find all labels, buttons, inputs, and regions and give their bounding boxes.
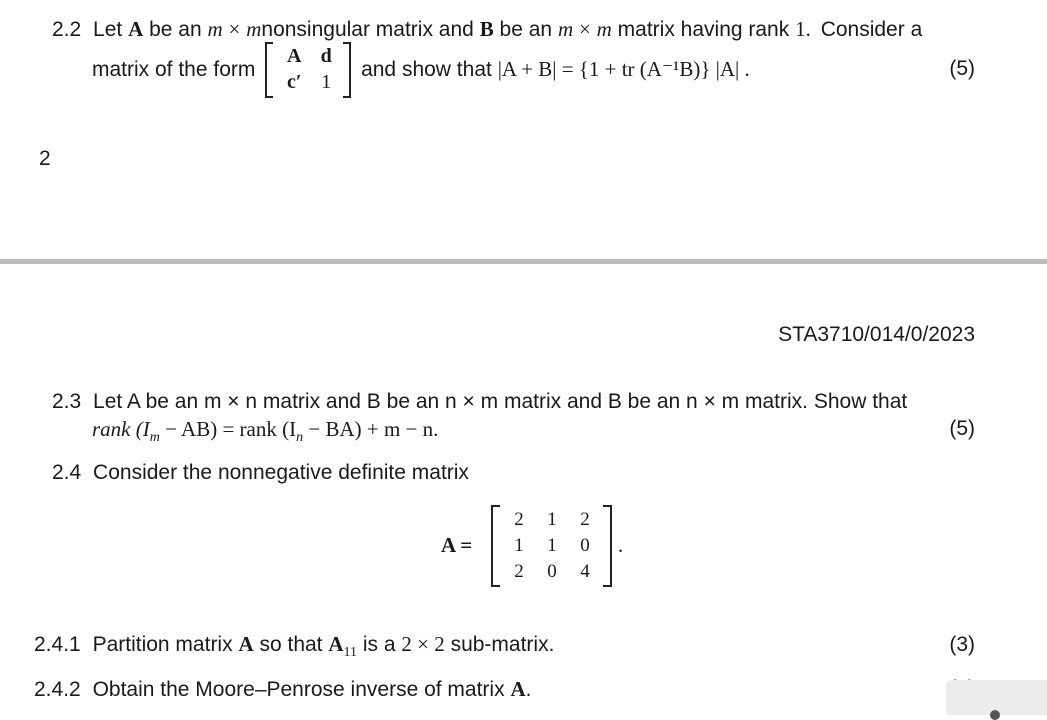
matrix-cell: 2 xyxy=(580,509,590,530)
q22-text: Let xyxy=(93,18,123,41)
symbol-A: A xyxy=(238,632,254,656)
symbol-A11: A xyxy=(328,632,344,656)
q242-text: . xyxy=(525,678,532,701)
q23-marks: (5) xyxy=(949,417,975,440)
matrix-cell: 1 xyxy=(547,509,557,530)
symbol-A: A xyxy=(510,677,526,701)
symbol-A: A xyxy=(128,17,144,41)
q241-marks: (3) xyxy=(949,633,975,656)
q242-line xyxy=(34,677,531,702)
q22-text: be an xyxy=(499,18,553,41)
formula-part: rank (I xyxy=(92,417,150,441)
matrix-A xyxy=(491,505,612,587)
q22-line1 xyxy=(52,17,922,42)
q241-text: sub-matrix. xyxy=(450,633,555,656)
matrix-cell: 0 xyxy=(580,535,590,556)
q22-text: Consider a xyxy=(820,18,923,41)
page-number: 2 xyxy=(39,147,51,170)
q24-number: 2.4 xyxy=(52,461,82,484)
q241-text: so that xyxy=(259,633,323,656)
subscript: n xyxy=(296,430,304,446)
q242-number: 2.4.2 xyxy=(34,678,81,701)
q23-text: Let A be an m × n matrix and B be an n × m matrix and B be an n × m matrix. Show that xyxy=(93,390,908,413)
symbol-B: B xyxy=(479,17,494,41)
q22-text: nonsingular matrix and xyxy=(261,18,474,41)
symbol-m: m xyxy=(207,17,223,41)
q22-text: and show that xyxy=(361,58,492,81)
symbol-m: m xyxy=(596,17,612,41)
matrix-cell: 1 xyxy=(514,535,524,556)
block-matrix xyxy=(265,42,351,98)
scroll-widget[interactable] xyxy=(946,680,1047,715)
symbol-m: m xyxy=(557,17,574,41)
matrix-label-text: A = xyxy=(441,533,473,557)
matrix-cell: d xyxy=(320,45,332,68)
q241-text: is a xyxy=(362,633,396,656)
q24-text: Consider the nonnegative definite matrix xyxy=(93,461,469,484)
q22-text: matrix of the form xyxy=(92,58,256,81)
q22-line2 xyxy=(92,41,750,98)
determinant-formula: |A + B| = {1 + tr (A⁻¹B)} |A| . xyxy=(497,57,750,81)
matrix-cell: 0 xyxy=(547,561,557,582)
q23-number: 2.3 xyxy=(52,390,82,413)
q241-text: Partition matrix xyxy=(92,633,233,656)
q22-text: be an xyxy=(149,18,202,41)
q24-line xyxy=(52,461,469,485)
formula-part: − BA) + m − n. xyxy=(303,417,439,441)
times-symbol: × xyxy=(578,17,591,41)
symbol-m: m xyxy=(246,17,262,41)
handle-icon[interactable] xyxy=(990,710,1000,720)
matrix-cell: 1 xyxy=(321,71,332,94)
times-symbol: × xyxy=(228,17,241,41)
q22-text: matrix having rank xyxy=(617,18,790,41)
matrix-cell: 2 xyxy=(514,561,524,582)
rank-value: 1. xyxy=(795,17,811,41)
header-code: STA3710/014/0/2023 xyxy=(778,323,975,346)
subscript: 11 xyxy=(343,645,358,661)
matrix-cell: 2 xyxy=(514,509,524,530)
dimensions: 2 × 2 xyxy=(401,632,445,656)
q22-number: 2.2 xyxy=(52,18,82,41)
q241-number: 2.4.1 xyxy=(34,633,81,656)
q23-line1 xyxy=(52,390,907,414)
matrix-cell: c′ xyxy=(286,71,302,94)
q242-text: Obtain the Moore–Penrose inverse of matrix xyxy=(92,678,505,701)
matrix-cell: 4 xyxy=(580,561,590,582)
matrix-period: . xyxy=(618,533,624,557)
page-divider xyxy=(0,259,1047,264)
matrix-cell: 1 xyxy=(547,535,557,556)
formula-part: − AB) = rank (I xyxy=(159,417,297,441)
matrix-label xyxy=(441,533,472,558)
q22-marks: (5) xyxy=(949,57,975,80)
q241-line xyxy=(34,632,554,661)
subscript: m xyxy=(149,430,160,446)
q23-formula xyxy=(92,417,438,446)
matrix-cell: A xyxy=(287,45,302,68)
